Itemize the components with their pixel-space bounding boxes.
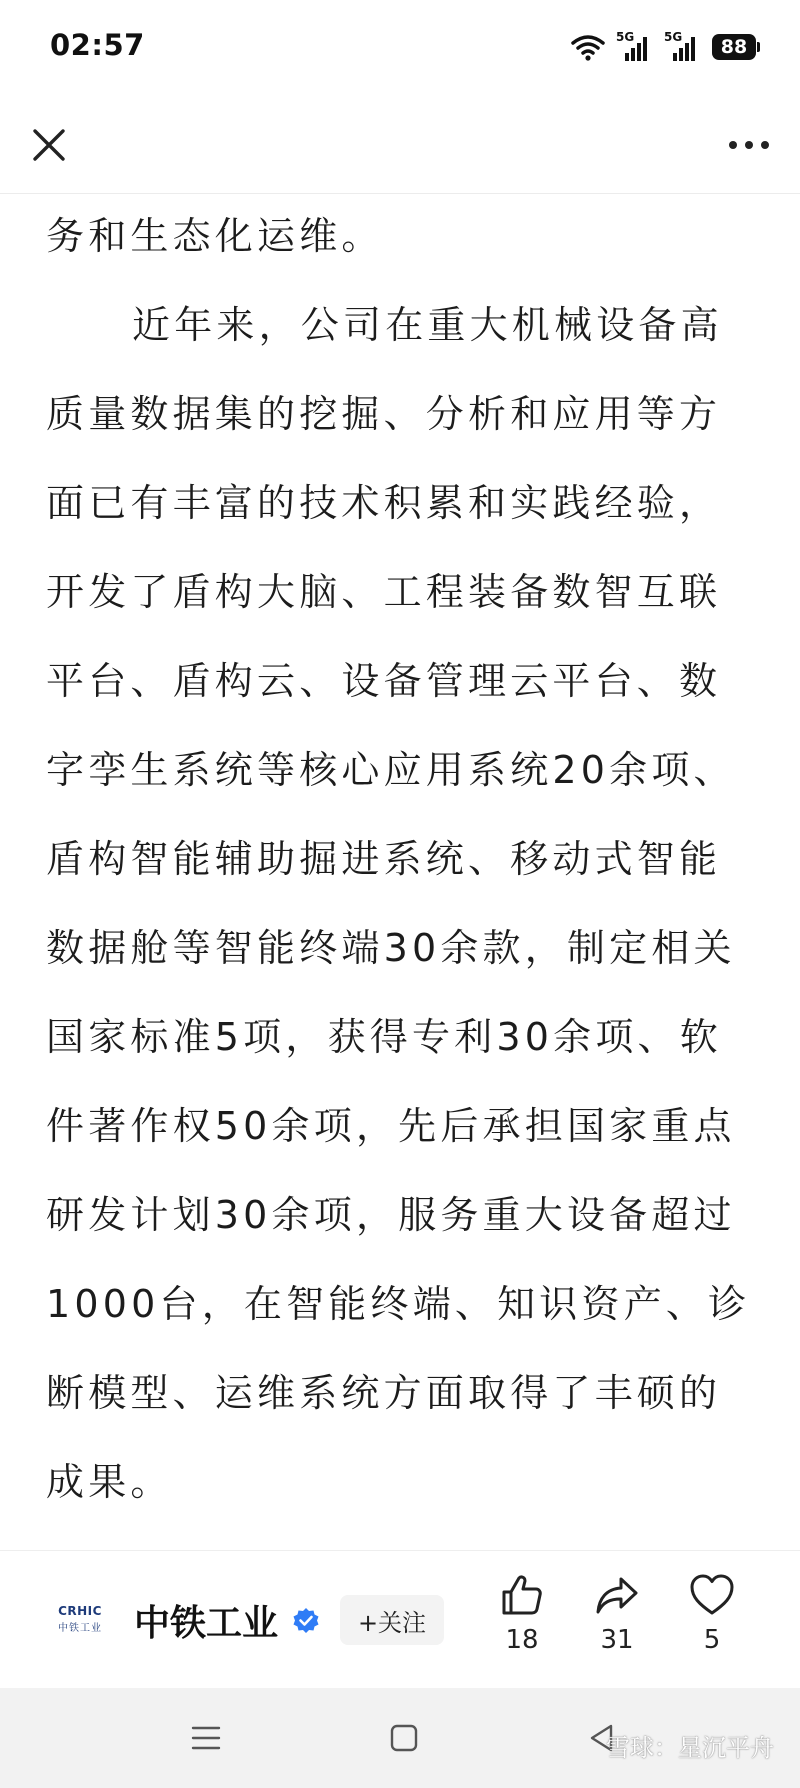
signal-5g-icon-2: 5G — [664, 31, 702, 63]
close-button[interactable] — [22, 118, 76, 172]
favorite-count: 5 — [703, 1625, 721, 1655]
close-icon — [31, 127, 67, 163]
heart-icon — [689, 1573, 735, 1617]
battery-icon — [712, 34, 756, 60]
action-bar — [0, 1550, 800, 1688]
app-header — [0, 96, 800, 194]
thumbs-up-icon — [500, 1573, 544, 1617]
author-name[interactable]: 中铁工业 — [134, 1603, 279, 1644]
system-nav-bar — [0, 1688, 800, 1788]
more-button[interactable] — [722, 118, 776, 172]
battery-level: 88 — [720, 36, 748, 58]
status-time: 02:57 — [50, 28, 145, 62]
watermark-text: 雪球：星沉平舟 — [606, 1734, 774, 1762]
logo-text-bottom: 中铁工业 — [58, 1623, 102, 1634]
logo-text-top: CRHIC — [58, 1604, 102, 1618]
article-body — [0, 194, 800, 1550]
follow-button[interactable]: +关注 — [340, 1595, 444, 1645]
favorite-button[interactable] — [677, 1573, 747, 1655]
share-count: 31 — [600, 1625, 634, 1655]
verified-badge-icon — [292, 1607, 320, 1635]
nav-home-button[interactable] — [382, 1718, 426, 1758]
more-dots-icon — [727, 139, 771, 151]
status-bar — [0, 0, 800, 96]
like-count: 18 — [505, 1625, 539, 1655]
share-button[interactable] — [582, 1573, 652, 1655]
home-square-icon — [389, 1723, 419, 1753]
article-paragraph: 务和生态化运维。 — [46, 214, 384, 258]
signal-5g-icon: 5G — [616, 31, 654, 63]
like-button[interactable] — [487, 1573, 557, 1655]
nav-menu-button[interactable] — [184, 1718, 228, 1758]
article-paragraph: 近年来，公司在重大机械设备高质量数据集的挖掘、分析和应用等方面已有丰富的技术积累和实践经验，开发了盾构大脑、工程装备数智互联平台、盾构云、设备管理云平台、数字孪生系统等核心应用系统20余项、盾构智能辅助掘进系统、移动式智能数据舱等智能终端30余款，制定相关国家标准5项，获得专利30余项、软件著作权50余项，先后承担国家重点研发计划30余项，服务重大设备超过1000台，在智能终端、知识资产、诊断模型、运维系统方面取得了丰硕的成果。 — [46, 303, 751, 1504]
status-icons — [570, 30, 756, 64]
watermark — [606, 1728, 774, 1763]
share-arrow-icon — [595, 1573, 639, 1617]
author-avatar[interactable] — [52, 1601, 108, 1637]
menu-lines-icon — [191, 1723, 221, 1753]
wifi-icon — [570, 33, 606, 61]
